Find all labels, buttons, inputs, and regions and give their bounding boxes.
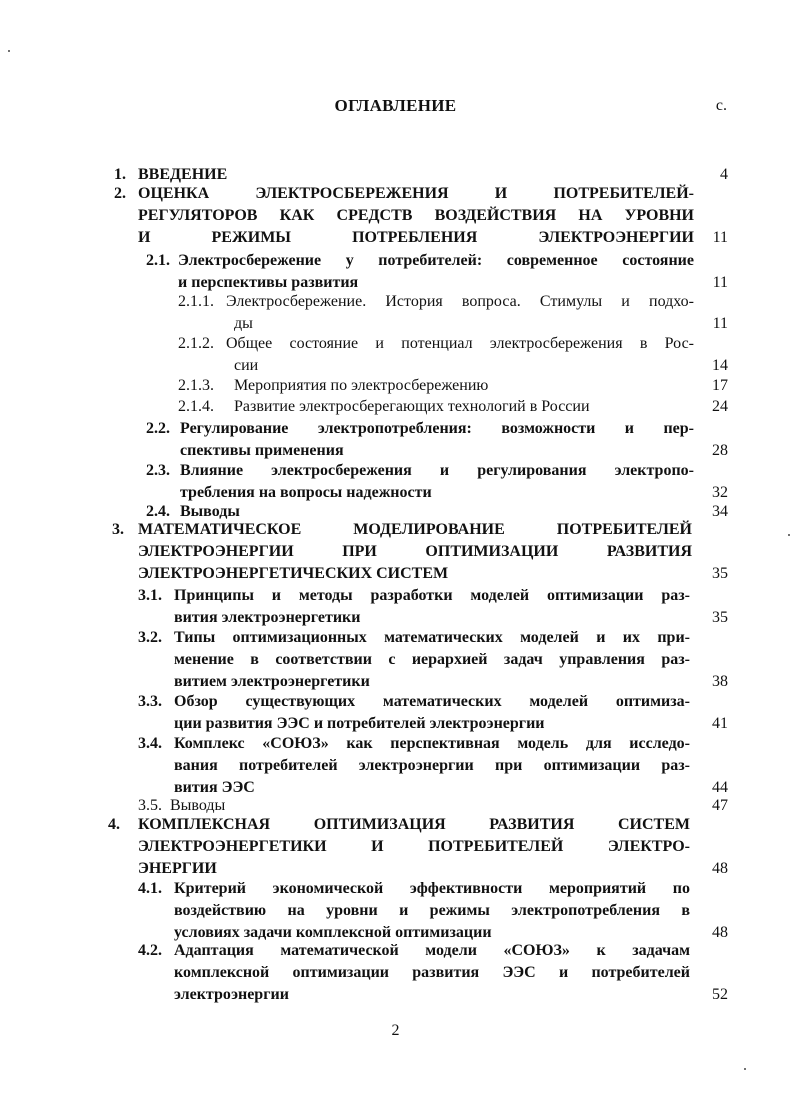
toc-entry-line: Развитие электросберегающих технологий в России [234, 398, 590, 415]
toc-entry-page: 24 [712, 398, 728, 415]
toc-entry-line: ЭЛЕКТРОЭНЕРГЕТИЧЕСКИХ СИСТЕМ [138, 565, 449, 582]
toc-entry-page: 44 [712, 779, 728, 796]
toc-entry-line: и перспективы развития [178, 274, 359, 291]
page-column-label: с. [715, 97, 727, 114]
toc-entry-line: менение в соответствии с иерархией задач управления раз- [174, 651, 690, 668]
toc-entry-line: Комплекс «СОЮЗ» как перспективная модель для исследо- [174, 735, 690, 752]
toc-entry [146, 460, 726, 504]
toc-entry-line: комплексной оптимизации развития ЭЭС и потребителей [174, 964, 690, 981]
toc-entry-number: 2.1.1. [178, 293, 214, 310]
toc-entry-line: Критерий экономической эффективности мероприятий по [174, 880, 690, 897]
toc-entry-number: 4.2. [138, 942, 162, 959]
toc-entry-page: 38 [712, 673, 728, 690]
toc-entry-number: 4.1. [138, 880, 162, 897]
toc-entry-page: 4 [720, 166, 728, 183]
toc-entry-number: 2.1. [146, 252, 170, 269]
toc-entry-line: вития электроэнергетики [174, 609, 361, 626]
toc-entry-line: спективы применения [180, 442, 344, 459]
toc-entry-line: ции развития ЭЭС и потребителей электроэнергии [174, 715, 545, 732]
toc-entry-number: 3.4. [138, 735, 162, 752]
toc-entry-page: 41 [712, 715, 728, 732]
toc-entry-number: 2.3. [146, 462, 170, 479]
toc-entry [146, 250, 726, 294]
toc-entry-page: 35 [712, 609, 728, 626]
toc-entry [114, 183, 726, 249]
toc-entry [138, 585, 726, 629]
page-number: 2 [391, 1022, 400, 1039]
toc-entry-number: 2.4. [146, 503, 170, 520]
toc-entry-page: 11 [712, 229, 728, 246]
toc-entry [138, 940, 726, 1006]
toc-entry [108, 814, 726, 880]
toc-entry-line: вания потребителей электроэнергии при оптимизации раз- [174, 757, 690, 774]
toc-entry-number: 3.2. [138, 629, 162, 646]
toc-entry-page: 17 [712, 377, 728, 394]
toc-entry-line: электроэнергии [174, 986, 289, 1003]
toc-entry [138, 627, 726, 693]
toc-entry [178, 375, 726, 397]
toc-entry-line: Регулирование электропотребления: возможности и пер- [180, 420, 694, 437]
toc-entry-line: ды [234, 315, 253, 332]
toc-entry [178, 396, 726, 418]
toc-entry-line: Обзор существующих математических моделей оптимиза- [174, 693, 690, 710]
toc-entry-page: 34 [712, 503, 728, 520]
scan-speck [744, 1068, 746, 1070]
toc-entry-line: Типы оптимизационных математических моделей и их при- [174, 629, 690, 646]
toc-entry-page: 11 [712, 274, 728, 291]
toc-entry-page: 11 [712, 315, 728, 332]
toc-entry [112, 519, 726, 585]
toc-entry [178, 291, 726, 335]
toc-entry-line: Выводы [180, 503, 240, 520]
toc-entry-page: 28 [712, 442, 728, 459]
scan-speck [8, 50, 10, 52]
toc-entry [138, 691, 726, 735]
toc-entry-number: 1. [114, 166, 126, 183]
toc-entry-line: Общее состояние и потенциал электросбережения в Рос- [226, 335, 694, 352]
toc-entry [138, 878, 726, 944]
toc-entry-line: требления на вопросы надежности [180, 484, 432, 501]
toc-entry-line: РЕГУЛЯТОРОВ КАК СРЕДСТВ ВОЗДЕЙСТВИЯ НА УРОВНИ [138, 207, 694, 224]
toc-entry-line: ЭНЕРГИИ [138, 860, 217, 877]
toc-entry-number: 3.3. [138, 693, 162, 710]
toc-entry-line: Выводы [170, 797, 226, 814]
toc-entry-number: 4. [108, 816, 120, 833]
toc-entry-line: ЭЛЕКТРОЭНЕРГЕТИКИ И ПОТРЕБИТЕЛЕЙ ЭЛЕКТРО- [138, 838, 690, 855]
toc-entry [178, 333, 726, 377]
toc-entry-line: И РЕЖИМЫ ПОТРЕБЛЕНИЯ ЭЛЕКТРОЭНЕРГИИ [138, 229, 694, 246]
toc-entry-line: МАТЕМАТИЧЕСКОЕ МОДЕЛИРОВАНИЕ ПОТРЕБИТЕЛЕЙ [138, 521, 692, 538]
toc-entry-line: сии [234, 357, 259, 374]
toc-entry-page: 35 [712, 565, 728, 582]
toc-entry-number: 3.1. [138, 587, 162, 604]
toc-entry [138, 733, 726, 799]
scan-speck [788, 534, 790, 536]
page-title: ОГЛАВЛЕНИЕ [334, 96, 457, 115]
toc-entry-number: 2.2. [146, 420, 170, 437]
toc-entry-line: Принципы и методы разработки моделей оптимизации раз- [174, 587, 690, 604]
toc-entry-line: ОЦЕНКА ЭЛЕКТРОСБЕРЕЖЕНИЯ И ПОТРЕБИТЕЛЕЙ- [138, 185, 694, 202]
toc-entry-line: Адаптация математической модели «СОЮЗ» к задачам [174, 942, 690, 959]
toc-entry-line: Электросбережение у потребителей: современное состояние [178, 252, 694, 269]
toc-entry-page: 47 [712, 797, 728, 814]
toc-entry-number: 2.1.4. [178, 398, 214, 415]
toc-entry-line: Влияние электросбережения и регулирования электропо- [180, 462, 694, 479]
toc-entry-number: 2.1.2. [178, 335, 214, 352]
toc-entry-line: воздействию на уровни и режимы электропотребления в [174, 902, 690, 919]
toc-entry-page: 32 [712, 484, 728, 501]
toc-entry-number: 2. [114, 185, 126, 202]
toc-entry-page: 48 [712, 860, 728, 877]
toc-entry-number: 3.5. [138, 797, 162, 814]
toc-entry-line: ВВЕДЕНИЕ [138, 166, 228, 183]
toc-entry-number: 2.1.3. [178, 377, 214, 394]
toc-entry-line: вития ЭЭС [174, 779, 255, 796]
toc-entry-line: витием электроэнергетики [174, 673, 370, 690]
toc-entry-page: 52 [712, 986, 728, 1003]
toc-entry [146, 418, 726, 462]
toc-entry-line: Мероприятия по электросбережению [234, 377, 489, 394]
toc-entry-line: ЭЛЕКТРОЭНЕРГИИ ПРИ ОПТИМИЗАЦИИ РАЗВИТИЯ [138, 543, 692, 560]
toc-entry-number: 3. [112, 521, 124, 538]
toc-entry-page: 14 [712, 357, 728, 374]
toc-entry-line: КОМПЛЕКСНАЯ ОПТИМИЗАЦИЯ РАЗВИТИЯ СИСТЕМ [138, 816, 690, 833]
toc-entry-line: условиях задачи комплексной оптимизации [174, 924, 492, 941]
toc-entry-page: 48 [712, 924, 728, 941]
toc-entry-line: Электросбережение. История вопроса. Стимулы и подхо- [226, 293, 694, 310]
